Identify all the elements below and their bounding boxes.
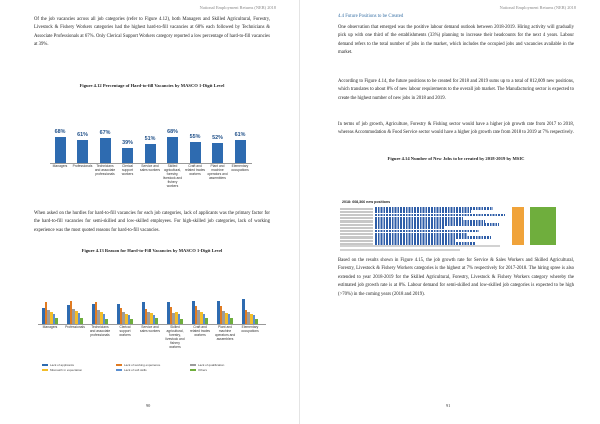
bar bbox=[130, 319, 133, 324]
section-heading: 4.4 Future Positions to be Created bbox=[338, 14, 404, 19]
category-label: Professionals bbox=[65, 325, 85, 329]
chart-legend bbox=[42, 362, 266, 372]
legend-label: Lack of soft skills bbox=[124, 367, 147, 372]
category-label: Plant and machine operators and assemblers bbox=[207, 164, 228, 180]
page-number-right: 91 bbox=[446, 403, 451, 408]
new-jobs-cell bbox=[530, 242, 556, 245]
category-label: Elementary occupations bbox=[231, 164, 249, 172]
category-label: Professionals bbox=[72, 164, 93, 168]
right-paragraph-2: According to Figure 4.14, the future positions to be created for 2018 and 2019 sums up to a total of 812,009 new positions, which translates to about 8% of new labour requirements to the overall job market. The Manufacturing sector is expected to create the highest number of new jobs in 2018 and 2019. bbox=[338, 79, 574, 101]
legend-label: Lack of applicants bbox=[50, 362, 75, 367]
category-label: Craft and related trades workers bbox=[189, 325, 211, 337]
running-header-right: National Employment Returns (NER) 2018 bbox=[499, 5, 576, 10]
bar-value-label: 68% bbox=[54, 129, 66, 136]
bar bbox=[180, 319, 183, 324]
bar bbox=[167, 137, 178, 163]
bar-value-label: 68% bbox=[167, 129, 178, 136]
bar bbox=[77, 140, 88, 163]
category-label: Service and sales workers bbox=[139, 325, 161, 333]
running-header-left: National Employment Returns (NER) 2018 bbox=[199, 5, 276, 10]
legend-item bbox=[42, 367, 116, 372]
figure-4-13-title: Figure 4.13 Reason for Hard-to-Fill Vacancies by MASCO 1-Digit Level bbox=[81, 248, 223, 253]
bar bbox=[100, 138, 111, 163]
category-label: Clerical support workers bbox=[119, 325, 131, 337]
bar bbox=[145, 144, 156, 163]
legend-swatch bbox=[116, 369, 122, 371]
left-paragraph-2: When asked on the hurdles for hard-to-fill vacancies for each job categories, lack of applicants was the primary factor for the hard-to-fill vacancies for semi-skilled and low-skilled employees. For high-skilled job categories, lack of working experience was the most quoted reasons for hard-to-fill vacancies. bbox=[34, 211, 270, 233]
bar bbox=[190, 142, 201, 163]
bar bbox=[235, 140, 246, 163]
category-label: Managers bbox=[52, 164, 68, 168]
legend-swatch bbox=[190, 369, 196, 371]
figure-4-12-title: Figure 4.12 Percentage of Hard-to-fill Vacancies by MASCO 1-Digit Level bbox=[79, 83, 225, 88]
infographic-header: 2018: 608,366 new positions bbox=[342, 200, 391, 204]
bar bbox=[230, 318, 233, 324]
legend-swatch bbox=[190, 364, 196, 366]
legend-swatch bbox=[116, 364, 122, 366]
legend-label: Mismatch in expectation bbox=[50, 367, 83, 372]
bar bbox=[122, 148, 133, 163]
legend-item bbox=[190, 367, 264, 372]
category-label: Service and sales workers bbox=[139, 164, 161, 172]
infographic-footnote bbox=[340, 245, 500, 247]
bar-value-label: 51% bbox=[144, 135, 156, 142]
right-paragraph-1: One observation that emerged was the positive labour demand outlook between 2018-2019. Hiring activity will gradually pick up with one third of the establishments (33%) planning to increase their headcounts for the next 4 years. Labour demand refers to the total number of jobs in the market, which includes the occupied jobs and vacancies available in the market. bbox=[338, 25, 574, 56]
bar-value-label: 61% bbox=[77, 131, 88, 138]
figure-4-14-title: Figure 4.14 Number of New Jobs to be created by 2018-2019 by MSIC bbox=[387, 156, 525, 161]
legend-swatch bbox=[42, 364, 48, 366]
figure-4-13-grouped-bar-chart bbox=[36, 262, 268, 378]
bar bbox=[255, 319, 258, 324]
category-label: Craft and related trades workers bbox=[184, 164, 206, 176]
bar bbox=[80, 318, 83, 324]
bar-value-label: 67% bbox=[99, 129, 111, 136]
category-label: Plant and machine operators and assemblers bbox=[214, 325, 236, 341]
category-label: Skilled agricultural, forestry, livestock and fishery workers bbox=[165, 325, 185, 349]
legend-label: Others bbox=[198, 367, 208, 372]
right-paragraph-4: Based on the results shown in Figure 4.15, the job growth rate for Service & Sales Workers and Skilled Agricultural, Forestry, Livestock & Fishery Workers categories is the highest at 7% respectively for 2017-2018. The hiring spree is also extended to year 2018-2019 for the Skilled Agricultural, Forestry, Livestock & Fishery Workers category whereby the estimated job growth rate is at 8%. Labour demand for semi-skilled and low-skilled job categories is expected to be high (>70%) in the coming years (2018 and 2019). bbox=[338, 258, 574, 297]
infographic-footnote bbox=[340, 249, 460, 251]
bar-value-label: 61% bbox=[234, 131, 246, 138]
growth-rate-cell bbox=[512, 242, 524, 245]
legend-label: Lack of qualification bbox=[198, 362, 225, 367]
bar-value-label: 52% bbox=[212, 135, 223, 142]
figure-4-12-bar-chart bbox=[46, 105, 256, 191]
bar bbox=[205, 318, 208, 324]
legend-label: Lack of working experience bbox=[124, 362, 161, 367]
category-label: Technicians and associate professionals bbox=[89, 325, 111, 337]
bar bbox=[212, 143, 223, 163]
bar-value-label: 55% bbox=[189, 134, 201, 141]
category-label: Technicians and associate professionals bbox=[94, 164, 116, 176]
category-label: Elementary occupations bbox=[241, 325, 259, 333]
left-paragraph-1: Of the job vacancies across all job categories (refer to Figure 4.12), both Managers and Skilled Agricultural, Forestry, Livestock & Fishery Workers categories had the highest hard-to-fill vacancies at 68% each followed by Technicians & Associate Professionals at 67%. Only Clerical Support Workers category reported a low percentage of hard-to-fill vacancies at 39%. bbox=[34, 17, 270, 48]
category-label: Managers bbox=[42, 325, 58, 329]
legend-swatch bbox=[42, 369, 48, 371]
bar bbox=[105, 319, 108, 324]
legend-item bbox=[116, 367, 190, 372]
category-label: Clerical support workers bbox=[121, 164, 134, 176]
bar bbox=[55, 137, 66, 163]
bar bbox=[55, 318, 58, 324]
right-paragraph-3: In terms of job growth, Agriculture, Forestry & Fishing sector would have a higher job growth rate from 2017 to 2018, whereas Accommodation & Food Service sector would have a higher job growth rate from 2018 to 2019 at 7% respectively. bbox=[338, 122, 574, 136]
page-number-left: 90 bbox=[146, 403, 151, 408]
figure-4-14-infographic bbox=[338, 198, 560, 254]
bar-value-label: 39% bbox=[122, 140, 133, 147]
category-label: Skilled agricultural, forestry, livestock and fishery workers bbox=[162, 164, 183, 188]
bar bbox=[155, 318, 158, 324]
